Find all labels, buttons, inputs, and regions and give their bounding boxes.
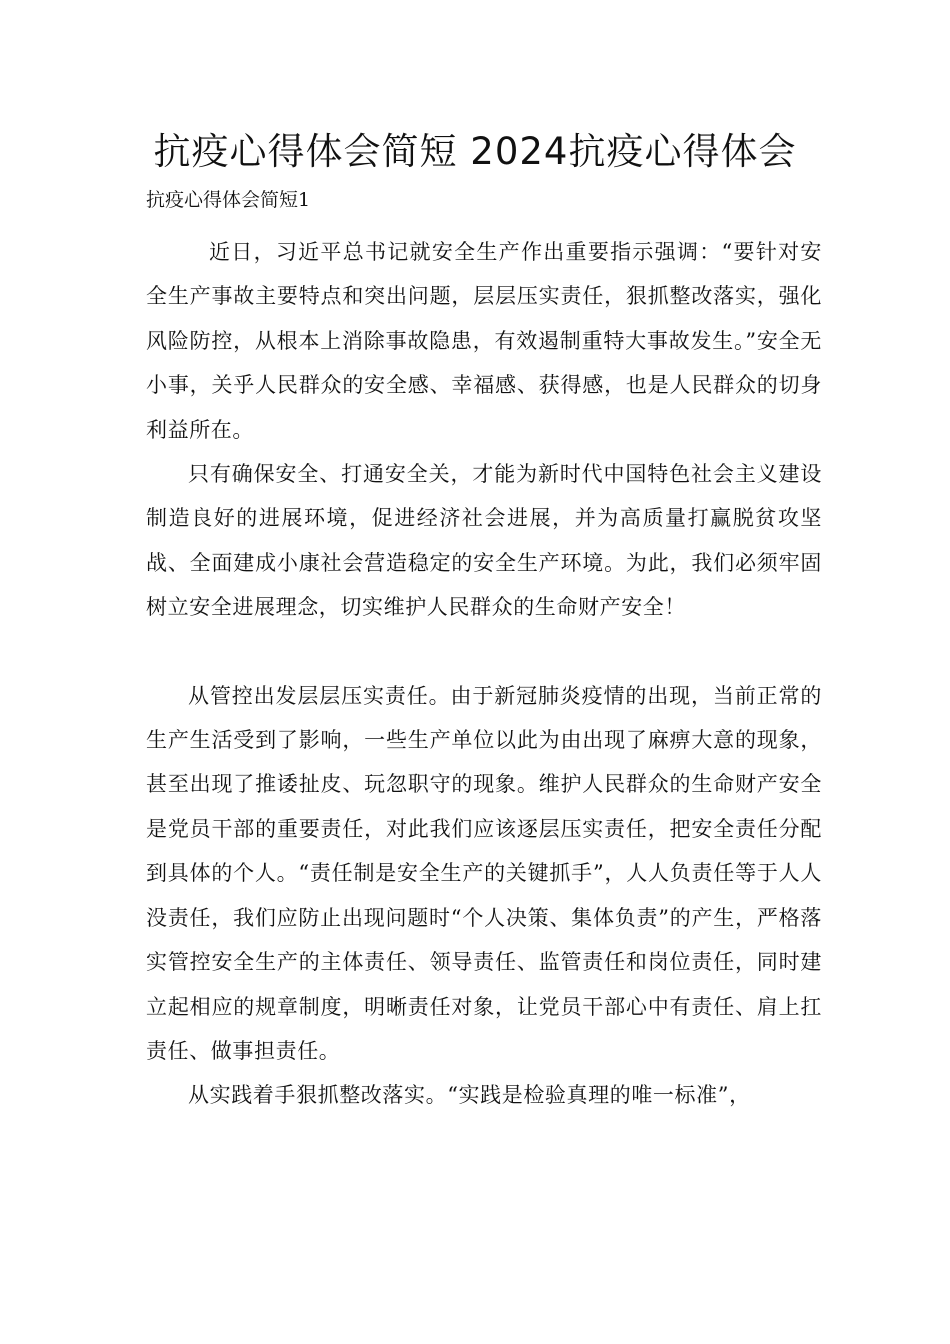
paragraph-3: 从管控出发层层压实责任。由于新冠肺炎疫情的出现，当前正常的生产生活受到了影响，一些生产单位以此为由出现了麻痹大意的现象，甚至出现了推诿扯皮、玩忽职守的现象。维护人民群众的生命财产安全是党员干部的重要责任，对此我们应该逐层压实责任，把安全责任分配到具体的个人。“责任制是安全生产的关键抓手”，人人负责任等于人人没责任，我们应防止出现问题时“个人决策、集体负责”的产生，严格落实管控安全生产的主体责任、领导责任、监管责任和岗位责任，同时建立起相应的规章制度，明晰责任对象，让党员干部心中有责任、肩上扛责任、做事担责任。 [146, 683, 822, 1063]
document-subtitle: 抗疫心得体会简短1 [146, 189, 311, 211]
document-body [146, 230, 822, 1118]
paragraph-4: 从实践着手狠抓整改落实。“实践是检验真理的唯一标准”， [188, 1083, 751, 1108]
document-title: 抗疫心得体会简短 2024抗疫心得体会 [153, 130, 797, 173]
paragraph-1: 近日，习近平总书记就安全生产作出重要指示强调：“要针对安全生产事故主要特点和突出问题，层层压实责任，狠抓整改落实，强化风险防控，从根本上消除事故隐患，有效遏制重特大事故发生。”安全无小事，关乎人民群众的安全感、幸福感、获得感，也是人民群众的切身利益所在。 [146, 240, 822, 442]
paragraph-gap [146, 630, 822, 674]
paragraph-2: 只有确保安全、打通安全关，才能为新时代中国特色社会主义建设制造良好的进展环境，促进经济社会进展，并为高质量打赢脱贫攻坚战、全面建成小康社会营造稳定的安全生产环境。为此，我们必须牢固树立安全进展理念，切实维护人民群众的生命财产安全！ [146, 462, 822, 620]
